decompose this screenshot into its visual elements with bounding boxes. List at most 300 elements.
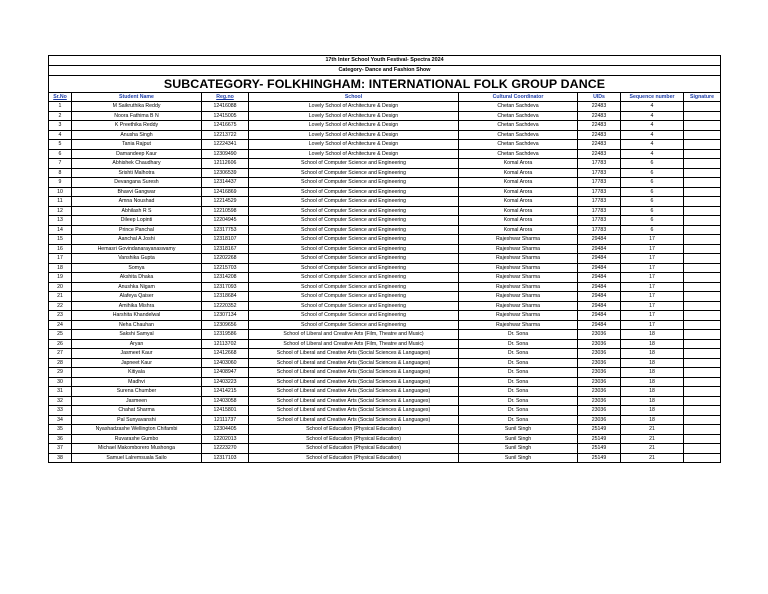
coordinator-cell: Komal Arora <box>459 225 578 235</box>
signature-cell <box>684 168 721 178</box>
signature-cell <box>684 102 721 112</box>
sr-no-cell: 20 <box>49 282 72 292</box>
sr-no-cell: 21 <box>49 292 72 302</box>
uid-cell: 29484 <box>578 320 621 330</box>
uid-cell: 29484 <box>578 282 621 292</box>
signature-cell <box>684 415 721 425</box>
coordinator-cell: Rajeshwar Sharma <box>459 311 578 321</box>
signature-cell <box>684 140 721 150</box>
signature-cell <box>684 187 721 197</box>
sr-no-cell: 19 <box>49 273 72 283</box>
school-cell: School of Computer Science and Engineering <box>249 311 459 321</box>
sequence-cell: 18 <box>621 349 684 359</box>
reg-no-cell: 12112606 <box>202 159 249 169</box>
reg-no-cell: 12317093 <box>202 282 249 292</box>
school-cell: School of Computer Science and Engineering <box>249 187 459 197</box>
table-row <box>49 187 721 197</box>
signature-cell <box>684 206 721 216</box>
student-name-cell: Madhvi <box>72 377 202 387</box>
coordinator-cell: Komal Arora <box>459 216 578 226</box>
sr-no-cell: 34 <box>49 415 72 425</box>
reg-no-cell: 12304405 <box>202 425 249 435</box>
uid-cell: 29484 <box>578 292 621 302</box>
reg-no-cell: 12415005 <box>202 111 249 121</box>
sequence-cell: 4 <box>621 140 684 150</box>
signature-cell <box>684 121 721 131</box>
uid-cell: 17783 <box>578 216 621 226</box>
sequence-cell: 6 <box>621 187 684 197</box>
signature-cell <box>684 444 721 454</box>
sr-no-cell: 14 <box>49 225 72 235</box>
table-row <box>49 282 721 292</box>
coordinator-cell: Rajeshwar Sharma <box>459 292 578 302</box>
table-row <box>49 434 721 444</box>
student-name-cell: Nyashadzashe Wellington Chifambi <box>72 425 202 435</box>
coordinator-cell: Komal Arora <box>459 197 578 207</box>
reg-no-cell: 12215703 <box>202 263 249 273</box>
sequence-cell: 18 <box>621 339 684 349</box>
sr-no-cell: 16 <box>49 244 72 254</box>
sequence-cell: 18 <box>621 387 684 397</box>
student-name-cell: Chahat Sharma <box>72 406 202 416</box>
student-name-cell: Michael Makomborero Mushonga <box>72 444 202 454</box>
student-name-cell: Alafeya Qaiser <box>72 292 202 302</box>
reg-no-cell: 12220352 <box>202 301 249 311</box>
coordinator-cell: Komal Arora <box>459 178 578 188</box>
reg-no-cell: 12408947 <box>202 368 249 378</box>
table-row <box>49 349 721 359</box>
coordinator-cell: Komal Arora <box>459 159 578 169</box>
sr-no-cell: 29 <box>49 368 72 378</box>
reg-no-cell: 12307134 <box>202 311 249 321</box>
sr-no-cell: 28 <box>49 358 72 368</box>
signature-cell <box>684 292 721 302</box>
sr-no-cell: 31 <box>49 387 72 397</box>
school-cell: School of Computer Science and Engineering <box>249 263 459 273</box>
signature-cell <box>684 235 721 245</box>
signature-cell <box>684 453 721 463</box>
school-cell: School of Liberal and Creative Arts (Social Sciences & Languages) <box>249 415 459 425</box>
coordinator-cell: Chetan Sachdeva <box>459 121 578 131</box>
student-name-cell: Damandeep Kaur <box>72 149 202 159</box>
student-name-cell: Devangana Suresh <box>72 178 202 188</box>
table-row <box>49 254 721 264</box>
col-school: School <box>249 92 459 102</box>
school-cell: School of Liberal and Creative Arts (Social Sciences & Languages) <box>249 396 459 406</box>
sequence-cell: 21 <box>621 444 684 454</box>
reg-no-cell: 12414215 <box>202 387 249 397</box>
reg-no-cell: 12204945 <box>202 216 249 226</box>
student-name-cell: Aanchal A Joshi <box>72 235 202 245</box>
student-name-cell: Kitiyala <box>72 368 202 378</box>
sequence-cell: 21 <box>621 453 684 463</box>
coordinator-cell: Dr. Sona <box>459 358 578 368</box>
table-row <box>49 102 721 112</box>
table-row <box>49 149 721 159</box>
sr-no-cell: 1 <box>49 102 72 112</box>
uid-cell: 22483 <box>578 111 621 121</box>
table-row <box>49 216 721 226</box>
signature-cell <box>684 225 721 235</box>
coordinator-cell: Dr. Sona <box>459 406 578 416</box>
reg-no-cell: 12403060 <box>202 358 249 368</box>
sequence-cell: 6 <box>621 216 684 226</box>
signature-cell <box>684 368 721 378</box>
uid-cell: 22483 <box>578 140 621 150</box>
coordinator-cell: Sunil Singh <box>459 425 578 435</box>
table-row <box>49 292 721 302</box>
uid-cell: 23036 <box>578 330 621 340</box>
signature-cell <box>684 254 721 264</box>
uid-cell: 25149 <box>578 434 621 444</box>
table-row <box>49 197 721 207</box>
student-name-cell: Akshita Dhaka <box>72 273 202 283</box>
student-name-cell: Japneet Kaur <box>72 358 202 368</box>
coordinator-cell: Rajeshwar Sharma <box>459 263 578 273</box>
uid-cell: 23036 <box>578 339 621 349</box>
uid-cell: 17783 <box>578 206 621 216</box>
student-name-cell: Somya <box>72 263 202 273</box>
student-name-cell: Amihika Mishra <box>72 301 202 311</box>
reg-no-cell: 12210598 <box>202 206 249 216</box>
table-row <box>49 396 721 406</box>
table-row <box>49 358 721 368</box>
sequence-cell: 21 <box>621 434 684 444</box>
student-name-cell: Tania Rajput <box>72 140 202 150</box>
uid-cell: 22483 <box>578 130 621 140</box>
sr-no-cell: 4 <box>49 130 72 140</box>
coordinator-cell: Chetan Sachdeva <box>459 111 578 121</box>
coordinator-cell: Chetan Sachdeva <box>459 140 578 150</box>
column-header-row <box>49 92 721 102</box>
table-row <box>49 206 721 216</box>
student-name-cell: Prince Panchal <box>72 225 202 235</box>
student-name-cell: Abhishek Chaudhary <box>72 159 202 169</box>
sequence-cell: 17 <box>621 235 684 245</box>
subcategory-title: SUBCATEGORY- FOLKHINGHAM: INTERNATIONAL FOLK GROUP DANCE <box>49 75 721 92</box>
coordinator-cell: Rajeshwar Sharma <box>459 254 578 264</box>
student-name-cell: Surena Chumber <box>72 387 202 397</box>
student-name-cell: Jasmeet Kaur <box>72 349 202 359</box>
signature-cell <box>684 244 721 254</box>
school-cell: Lovely School of Architecture & Design <box>249 149 459 159</box>
sr-no-cell: 13 <box>49 216 72 226</box>
coordinator-cell: Chetan Sachdeva <box>459 102 578 112</box>
school-cell: Lovely School of Architecture & Design <box>249 140 459 150</box>
sequence-cell: 17 <box>621 244 684 254</box>
table-row <box>49 168 721 178</box>
reg-no-cell: 12309656 <box>202 320 249 330</box>
sr-no-cell: 11 <box>49 197 72 207</box>
sr-no-cell: 35 <box>49 425 72 435</box>
col-student-name: Student Name <box>72 92 202 102</box>
sr-no-cell: 10 <box>49 187 72 197</box>
coordinator-cell: Chetan Sachdeva <box>459 130 578 140</box>
coordinator-cell: Rajeshwar Sharma <box>459 282 578 292</box>
uid-cell: 25149 <box>578 444 621 454</box>
table-row <box>49 178 721 188</box>
reg-no-cell: 12111737 <box>202 415 249 425</box>
school-cell: School of Computer Science and Engineering <box>249 282 459 292</box>
sequence-cell: 21 <box>621 425 684 435</box>
reg-no-cell: 12412668 <box>202 349 249 359</box>
reg-no-cell: 12416869 <box>202 187 249 197</box>
sr-no-cell: 36 <box>49 434 72 444</box>
uid-cell: 23036 <box>578 406 621 416</box>
sequence-cell: 6 <box>621 225 684 235</box>
student-name-cell: Hemasri Govindanarayanaswamy <box>72 244 202 254</box>
uid-cell: 29484 <box>578 254 621 264</box>
coordinator-cell: Dr. Sona <box>459 387 578 397</box>
student-name-cell: Pal Sunyavanshi <box>72 415 202 425</box>
signature-cell <box>684 396 721 406</box>
sequence-cell: 18 <box>621 368 684 378</box>
student-name-cell: Jasmeen <box>72 396 202 406</box>
student-name-cell: Anushka Nigam <box>72 282 202 292</box>
sr-no-cell: 25 <box>49 330 72 340</box>
table-row <box>49 235 721 245</box>
table-row <box>49 339 721 349</box>
school-cell: School of Education (Physical Education) <box>249 444 459 454</box>
sr-no-cell: 24 <box>49 320 72 330</box>
uid-cell: 22483 <box>578 102 621 112</box>
col-sequence-number: Sequence number <box>621 92 684 102</box>
signature-cell <box>684 149 721 159</box>
uid-cell: 17783 <box>578 187 621 197</box>
coordinator-cell: Rajeshwar Sharma <box>459 235 578 245</box>
coordinator-cell: Dr. Sona <box>459 415 578 425</box>
table-row <box>49 130 721 140</box>
coordinator-cell: Dr. Sona <box>459 339 578 349</box>
school-cell: Lovely School of Architecture & Design <box>249 121 459 131</box>
sequence-cell: 18 <box>621 377 684 387</box>
signature-cell <box>684 330 721 340</box>
reg-no-cell: 12214529 <box>202 197 249 207</box>
table-row <box>49 368 721 378</box>
student-name-cell: M Saikruthika Reddy <box>72 102 202 112</box>
school-cell: School of Computer Science and Engineering <box>249 197 459 207</box>
signature-cell <box>684 434 721 444</box>
reg-no-cell: 12318167 <box>202 244 249 254</box>
sequence-cell: 17 <box>621 263 684 273</box>
sr-no-cell: 17 <box>49 254 72 264</box>
sr-no-cell: 22 <box>49 301 72 311</box>
uid-cell: 29484 <box>578 235 621 245</box>
school-cell: School of Liberal and Creative Arts (Social Sciences & Languages) <box>249 368 459 378</box>
school-cell: School of Education (Physical Education) <box>249 425 459 435</box>
sequence-cell: 18 <box>621 358 684 368</box>
sr-no-cell: 15 <box>49 235 72 245</box>
school-cell: School of Liberal and Creative Arts (Social Sciences & Languages) <box>249 387 459 397</box>
coordinator-cell: Komal Arora <box>459 206 578 216</box>
signature-cell <box>684 197 721 207</box>
reg-no-cell: 12318684 <box>202 292 249 302</box>
school-cell: School of Computer Science and Engineering <box>249 235 459 245</box>
coordinator-cell: Sunil Singh <box>459 453 578 463</box>
uid-cell: 23036 <box>578 358 621 368</box>
uid-cell: 29484 <box>578 273 621 283</box>
uid-cell: 17783 <box>578 225 621 235</box>
reg-no-cell: 12403058 <box>202 396 249 406</box>
student-name-cell: Sakshi Samyal <box>72 330 202 340</box>
coordinator-cell: Dr. Sona <box>459 396 578 406</box>
uid-cell: 17783 <box>578 168 621 178</box>
sr-no-cell: 30 <box>49 377 72 387</box>
coordinator-cell: Komal Arora <box>459 187 578 197</box>
signature-cell <box>684 387 721 397</box>
reg-no-cell: 12314208 <box>202 273 249 283</box>
participant-sheet <box>48 55 721 463</box>
uid-cell: 29484 <box>578 301 621 311</box>
reg-no-cell: 12213722 <box>202 130 249 140</box>
reg-no-cell: 12314437 <box>202 178 249 188</box>
coordinator-cell: Rajeshwar Sharma <box>459 273 578 283</box>
student-name-cell: Dileep Lopinti <box>72 216 202 226</box>
sequence-cell: 4 <box>621 102 684 112</box>
student-name-cell: Aryan <box>72 339 202 349</box>
sequence-cell: 18 <box>621 406 684 416</box>
uid-cell: 25149 <box>578 453 621 463</box>
coordinator-cell: Dr. Sona <box>459 330 578 340</box>
uid-cell: 25149 <box>578 425 621 435</box>
sequence-cell: 17 <box>621 292 684 302</box>
sr-no-cell: 12 <box>49 206 72 216</box>
sr-no-cell: 26 <box>49 339 72 349</box>
uid-cell: 22483 <box>578 121 621 131</box>
sr-no-cell: 8 <box>49 168 72 178</box>
school-cell: School of Computer Science and Engineering <box>249 206 459 216</box>
uid-cell: 29484 <box>578 263 621 273</box>
signature-cell <box>684 406 721 416</box>
school-cell: School of Computer Science and Engineering <box>249 159 459 169</box>
student-name-cell: Samuel Lalremsuala Sailo <box>72 453 202 463</box>
sr-no-cell: 9 <box>49 178 72 188</box>
sequence-cell: 17 <box>621 273 684 283</box>
signature-cell <box>684 301 721 311</box>
school-cell: School of Liberal and Creative Arts (Social Sciences & Languages) <box>249 349 459 359</box>
school-cell: School of Education (Physical Education) <box>249 453 459 463</box>
school-cell: Lovely School of Architecture & Design <box>249 130 459 140</box>
uid-cell: 23036 <box>578 349 621 359</box>
col-reg-no: Reg.no <box>202 92 249 102</box>
school-cell: School of Computer Science and Engineering <box>249 216 459 226</box>
school-cell: School of Computer Science and Engineering <box>249 254 459 264</box>
reg-no-cell: 12223270 <box>202 444 249 454</box>
sequence-cell: 6 <box>621 178 684 188</box>
sequence-cell: 17 <box>621 320 684 330</box>
school-cell: School of Computer Science and Engineering <box>249 320 459 330</box>
table-row <box>49 425 721 435</box>
signature-cell <box>684 311 721 321</box>
table-row <box>49 121 721 131</box>
category-title: Category- Dance and Fashion Show <box>49 65 721 75</box>
signature-cell <box>684 320 721 330</box>
table-row <box>49 140 721 150</box>
school-cell: Lovely School of Architecture & Design <box>249 102 459 112</box>
reg-no-cell: 12202268 <box>202 254 249 264</box>
table-row <box>49 273 721 283</box>
sequence-cell: 6 <box>621 206 684 216</box>
sr-no-cell: 23 <box>49 311 72 321</box>
uid-cell: 29484 <box>578 244 621 254</box>
sequence-cell: 17 <box>621 311 684 321</box>
reg-no-cell: 12202013 <box>202 434 249 444</box>
signature-cell <box>684 273 721 283</box>
table-row <box>49 225 721 235</box>
signature-cell <box>684 130 721 140</box>
school-cell: School of Liberal and Creative Arts (Film, Theatre and Music) <box>249 330 459 340</box>
sr-no-cell: 27 <box>49 349 72 359</box>
reg-no-cell: 12416675 <box>202 121 249 131</box>
sequence-cell: 6 <box>621 197 684 207</box>
reg-no-cell: 12319586 <box>202 330 249 340</box>
coordinator-cell: Dr. Sona <box>459 377 578 387</box>
student-name-cell: Harshita Khandelwal <box>72 311 202 321</box>
sequence-cell: 4 <box>621 111 684 121</box>
student-name-cell: Bhavvi Gangwar <box>72 187 202 197</box>
reg-no-cell: 12317103 <box>202 453 249 463</box>
uid-cell: 29484 <box>578 311 621 321</box>
coordinator-cell: Dr. Sona <box>459 349 578 359</box>
signature-cell <box>684 358 721 368</box>
sequence-cell: 6 <box>621 159 684 169</box>
col-uids: UIDs <box>578 92 621 102</box>
table-row <box>49 301 721 311</box>
student-name-cell: Neha Chauhan <box>72 320 202 330</box>
sr-no-cell: 7 <box>49 159 72 169</box>
sequence-cell: 18 <box>621 415 684 425</box>
reg-no-cell: 12309490 <box>202 149 249 159</box>
signature-cell <box>684 111 721 121</box>
sequence-cell: 17 <box>621 301 684 311</box>
reg-no-cell: 12306539 <box>202 168 249 178</box>
coordinator-cell: Rajeshwar Sharma <box>459 320 578 330</box>
student-name-cell: Noora Fathima B N <box>72 111 202 121</box>
sequence-cell: 18 <box>621 330 684 340</box>
uid-cell: 17783 <box>578 197 621 207</box>
uid-cell: 23036 <box>578 387 621 397</box>
reg-no-cell: 12318107 <box>202 235 249 245</box>
coordinator-cell: Dr. Sona <box>459 368 578 378</box>
uid-cell: 23036 <box>578 415 621 425</box>
col-signature: Signature <box>684 92 721 102</box>
sequence-cell: 17 <box>621 282 684 292</box>
school-cell: School of Computer Science and Engineering <box>249 178 459 188</box>
student-name-cell: Abhilash R S <box>72 206 202 216</box>
uid-cell: 17783 <box>578 178 621 188</box>
table-row <box>49 311 721 321</box>
sequence-cell: 4 <box>621 130 684 140</box>
coordinator-cell: Komal Arora <box>459 168 578 178</box>
sequence-cell: 4 <box>621 149 684 159</box>
signature-cell <box>684 263 721 273</box>
school-cell: School of Liberal and Creative Arts (Social Sciences & Languages) <box>249 358 459 368</box>
table-row <box>49 244 721 254</box>
sequence-cell: 6 <box>621 168 684 178</box>
school-cell: School of Computer Science and Engineering <box>249 244 459 254</box>
uid-cell: 23036 <box>578 396 621 406</box>
signature-cell <box>684 216 721 226</box>
school-cell: School of Education (Physical Education) <box>249 434 459 444</box>
coordinator-cell: Sunil Singh <box>459 444 578 454</box>
table-row <box>49 159 721 169</box>
school-cell: School of Computer Science and Engineering <box>249 273 459 283</box>
sr-no-cell: 33 <box>49 406 72 416</box>
signature-cell <box>684 159 721 169</box>
signature-cell <box>684 282 721 292</box>
table-row <box>49 111 721 121</box>
coordinator-cell: Chetan Sachdeva <box>459 149 578 159</box>
